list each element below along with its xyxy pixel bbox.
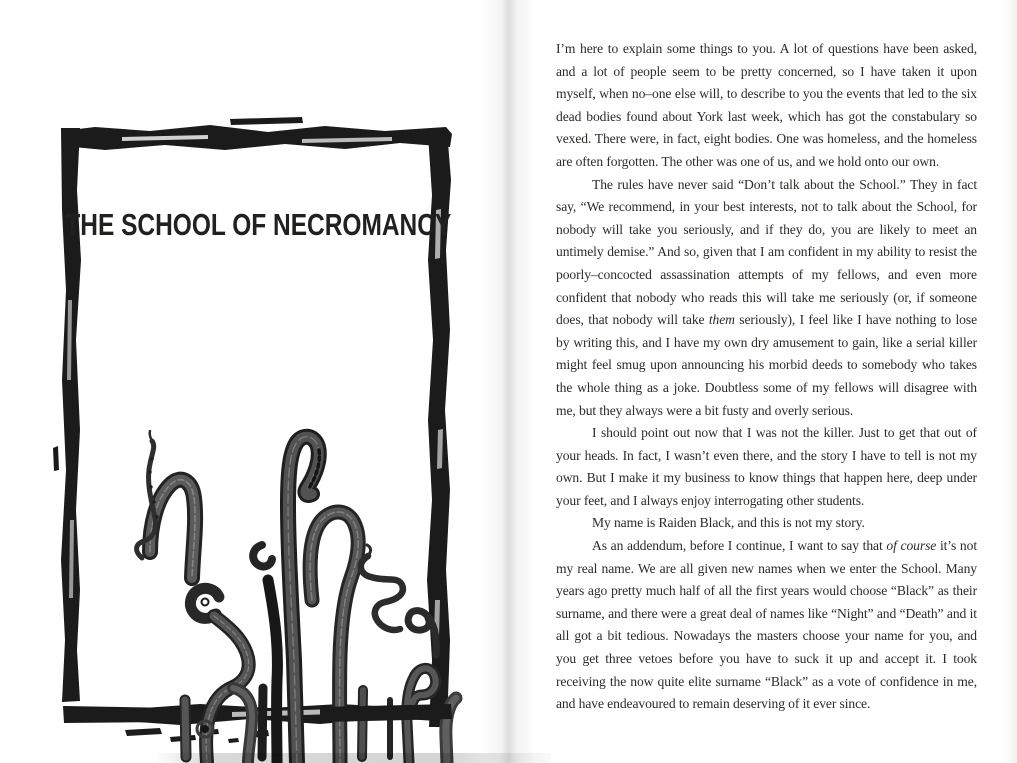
paragraph: The rules have never said “Don’t talk about the School.” They in fact say, “We recommend, in your best interests, not to talk about the School, for nobody will take you seriously, and if they do, you are likely to meet an untimely demise.” And so, given that I am confident in my ability to resist the poorly–concocted assassination attempts of my fellows, and even more confident that nobody who reads this will take me seriously (or, if someone does, that nobody will take them seriously), I feel like I have nothing to lose by writing this, and I have my own dry amusement to gain, like a serial killer might feel smug upon announcing his morbid deeds to somebody who takes the whole thing as a joke. Doubtless some of my fellows will disagree with me, but they always were a bit fusty and overly serious. — [556, 176, 978, 418]
page-text — [556, 38, 977, 716]
paragraph: I should point out now that I was not the killer. Just to get that out of your heads. In fact, I wasn’t even there, and the story I have to tell is not my own. But I make it my business to know things that happen here, deep under your feet, and I always enjoy interrogating other students. — [556, 425, 977, 508]
chapter-title-text: THE SCHOOL OF NECROMANCY — [65, 207, 451, 242]
paragraph: As an addendum, before I continue, I want to say that of course it’s not my real name. We are all given new names when we enter the School. Many years ago pretty much half of all the first years would choose “Black” as their surname, and there were a great deal of names like “Night” and “Death” and it all got a bit tedious. Nowadays the masters choose your name for you, and you get three vetoes before you have to suck it up and accept it. I took receiving the now quite elite surname “Black” as a vote of confidence in me, and have endeavoured to remain deserving of it ever since. — [556, 538, 977, 712]
paragraph: I’m here to explain some things to you. A lot of questions have been asked, and a lot of people seem to be pretty concerned, so I have taken it upon myself, when no–one else will, to describe to you the events that led to the six dead bodies found about York last week, which has got the constabulary so vexed. There were, in fact, eight bodies. One was homeless, and the homeless are often forgotten. The other was one of us, and we hold onto our own. — [556, 41, 977, 169]
left-page — [0, 0, 505, 763]
tentacles-illustration — [0, 0, 505, 763]
paragraph: My name is Raiden Black, and this is not my story. — [592, 515, 865, 531]
chapter-title — [62, 202, 454, 248]
right-page — [520, 0, 1017, 763]
